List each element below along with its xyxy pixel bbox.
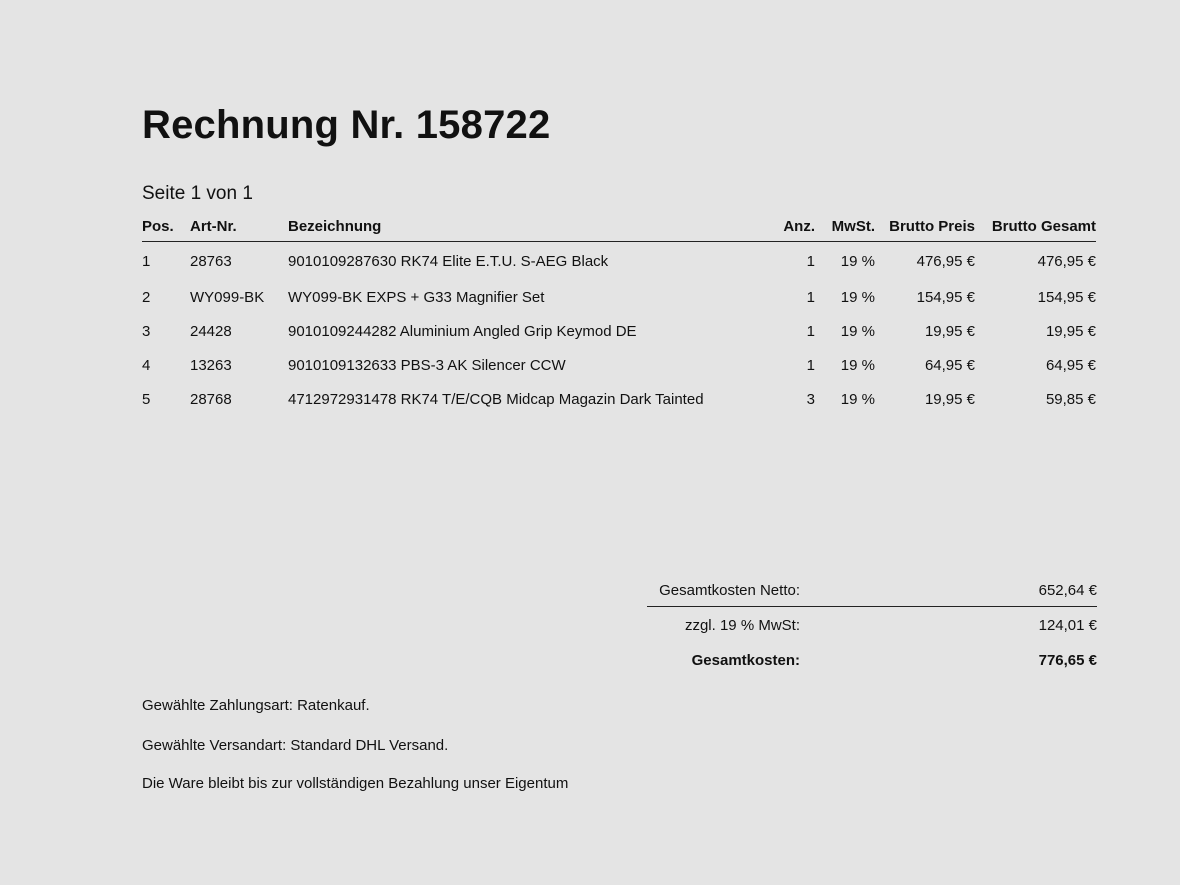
totals-total-row <box>647 644 1097 676</box>
table-row <box>142 382 1096 416</box>
table-row <box>142 348 1096 382</box>
ownership-note: Die Ware bleibt bis zur vollständigen Bezahlung unser Eigentum <box>142 775 569 792</box>
cell-brutto-preis: 19,95 € <box>924 322 975 340</box>
cell-brutto-preis: 64,95 € <box>924 356 975 374</box>
cell-brutto-preis: 19,95 € <box>924 390 975 408</box>
total-label: Gesamtkosten: <box>691 651 800 669</box>
cell-anz: 1 <box>806 252 815 270</box>
mwst-label: zzgl. 19 % MwSt: <box>684 617 800 634</box>
cell-bezeichnung: 9010109132633 PBS-3 AK Silencer CCW <box>288 356 566 374</box>
netto-value: 652,64 € <box>800 575 1097 607</box>
cell-brutto-preis: 154,95 € <box>916 288 975 306</box>
cell-art-nr: WY099-BK <box>190 288 265 306</box>
cell-mwst: 19 % <box>840 288 875 306</box>
line-items-table <box>142 211 1096 416</box>
invoice-title: Rechnung Nr. 158722 <box>142 103 551 147</box>
page-info: Seite 1 von 1 <box>142 183 253 204</box>
shipping-method-note: Gewählte Versandart: Standard DHL Versand. <box>142 737 449 754</box>
totals-table <box>647 575 1097 676</box>
header-mwst: MwSt. <box>815 211 875 242</box>
cell-brutto-preis: 476,95 € <box>916 252 975 270</box>
cell-pos: 3 <box>142 322 151 340</box>
cell-pos: 4 <box>142 356 151 374</box>
cell-anz: 3 <box>806 390 815 408</box>
cell-anz: 1 <box>806 356 815 374</box>
table-row <box>142 314 1096 348</box>
header-brutto-gesamt: Brutto Gesamt <box>975 211 1096 242</box>
cell-brutto-gesamt: 64,95 € <box>1045 356 1096 374</box>
table-header-row <box>142 211 1096 242</box>
mwst-value: 124,01 € <box>1038 617 1097 634</box>
cell-art-nr: 28768 <box>190 390 232 408</box>
cell-brutto-gesamt: 19,95 € <box>1045 322 1096 340</box>
cell-mwst: 19 % <box>840 252 875 270</box>
cell-brutto-gesamt: 59,85 € <box>1045 390 1096 408</box>
header-pos: Pos. <box>142 211 190 242</box>
header-art-nr: Art-Nr. <box>190 211 288 242</box>
header-anz: Anz. <box>768 211 815 242</box>
cell-pos: 5 <box>142 390 151 408</box>
cell-bezeichnung: 4712972931478 RK74 T/E/CQB Midcap Magazin Dark Tainted <box>288 390 704 408</box>
cell-mwst: 19 % <box>840 390 875 408</box>
total-value: 776,65 € <box>1038 651 1097 669</box>
cell-mwst: 19 % <box>840 322 875 340</box>
header-bezeichnung: Bezeichnung <box>288 211 768 242</box>
table-row <box>142 242 1096 281</box>
cell-art-nr: 13263 <box>190 356 232 374</box>
totals-netto-row <box>647 575 1097 607</box>
table-row <box>142 280 1096 314</box>
payment-method-note: Gewählte Zahlungsart: Ratenkauf. <box>142 697 370 714</box>
cell-pos: 2 <box>142 288 151 306</box>
cell-brutto-gesamt: 154,95 € <box>1037 288 1096 306</box>
cell-bezeichnung: WY099-BK EXPS + G33 Magnifier Set <box>288 288 545 306</box>
cell-art-nr: 28763 <box>190 252 232 270</box>
netto-label: Gesamtkosten Netto: <box>647 575 800 607</box>
cell-anz: 1 <box>806 288 815 306</box>
header-brutto-preis: Brutto Preis <box>875 211 975 242</box>
cell-mwst: 19 % <box>840 356 875 374</box>
cell-art-nr: 24428 <box>190 322 232 340</box>
cell-brutto-gesamt: 476,95 € <box>1037 252 1096 270</box>
cell-anz: 1 <box>806 322 815 340</box>
totals-mwst-row <box>647 607 1097 645</box>
cell-pos: 1 <box>142 252 151 270</box>
cell-bezeichnung: 9010109287630 RK74 Elite E.T.U. S-AEG Black <box>288 252 609 270</box>
cell-bezeichnung: 9010109244282 Aluminium Angled Grip Keymod DE <box>288 322 637 340</box>
